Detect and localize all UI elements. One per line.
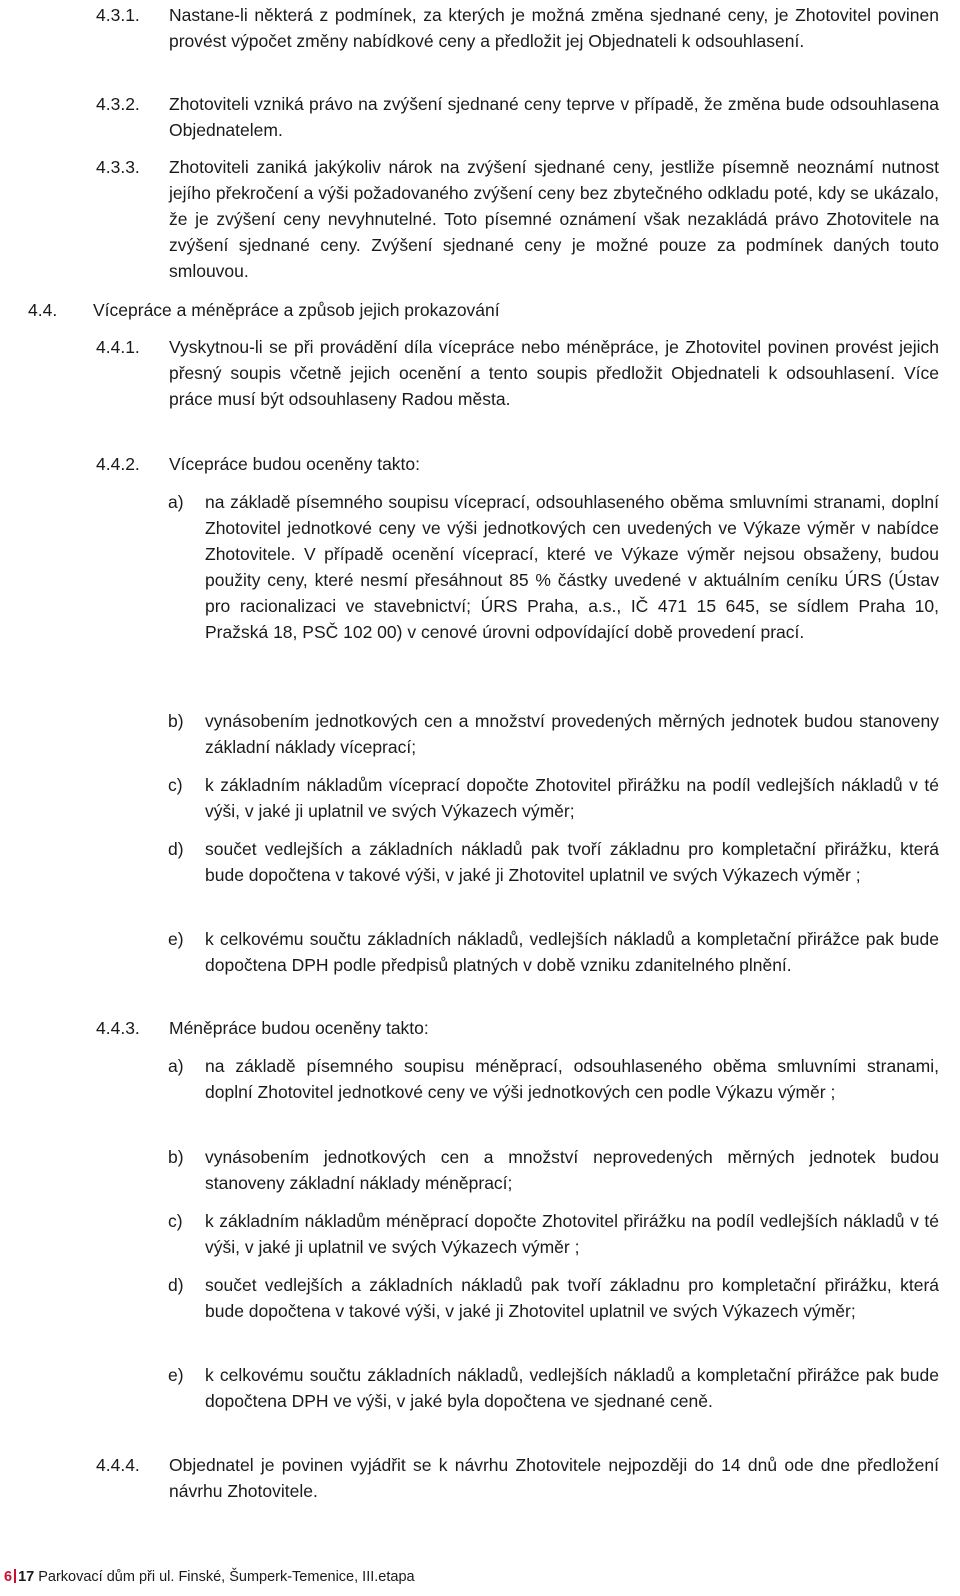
clause-4-4-1 [96,334,939,412]
list-item-443-a [168,1053,939,1105]
list-item-label: a) [168,1056,184,1076]
clause-text: Objednatel je povinen vyjádřit se k návrhu Zhotovitele nejpozději do 14 dnů ode dne předložení návrhu Zhotovitele. [169,1455,939,1501]
footer-document-title: Parkovací dům při ul. Finské, Šumperk-Temenice, III.etapa [38,1569,415,1585]
clause-number: 4.4.3. [96,1018,140,1038]
clause-text: Zhotoviteli vzniká právo na zvýšení sjednané ceny teprve v případě, že změna bude odsouhlasena Objednatelem. [169,94,939,140]
clause-4-4-4 [96,1452,939,1504]
page-total: 17 [18,1569,35,1585]
clause-number: 4.4.4. [96,1455,140,1475]
clause-number: 4.4.1. [96,337,140,357]
clause-text: Vícepráce budou oceněny takto: [169,454,421,474]
list-item-text: na základě písemného soupisu víceprací, odsouhlaseného oběma smluvními stranami, doplní Zhotovitel jednotkové ceny ve výši jednotkových cen uvedených ve Výkaze výměr v nabídce Zhotovitele. V případě ocenění víceprací, které ve Výkaze výměr nejsou obsaženy, budou použity ceny, které nesmí přesáhnout 85 % částky uvedené v aktuálním ceníku ÚRS (Ústav pro racionalizaci ve stavebnictví; ÚRS Praha, a.s., IČ 471 15 645, se sídlem Praha 10, Pražská 18, PSČ 102 00) v cenové úrovni odpovídající době provedení prací. [205,492,939,642]
clause-4-3-3 [96,154,939,284]
list-item-text: vynásobením jednotkových cen a množství neprovedených měrných jednotek budou stanoveny základní náklady méněprací; [205,1147,939,1193]
list-item-443-c [168,1208,939,1260]
section-heading-4-4 [28,297,939,323]
list-item-text: k základním nákladům víceprací dopočte Zhotovitel přirážku na podíl vedlejších nákladů v té výši, v jaké ji uplatnil ve svých Výkazech výměr; [205,775,939,821]
list-item-label: c) [168,775,183,795]
list-item-label: d) [168,1275,184,1295]
clause-text: Méněpráce budou oceněny takto: [169,1018,429,1038]
clause-number: 4.3.1. [96,5,140,25]
list-item-text: na základě písemného soupisu méněprací, odsouhlaseného oběma smluvními stranami, doplní Zhotovitel jednotkové ceny ve výši jednotkových cen podle Výkazu výměr ; [205,1056,939,1102]
section-number: 4.4. [28,300,58,320]
clause-4-4-2 [96,451,939,477]
list-item-442-e [168,926,939,978]
clause-text: Nastane-li některá z podmínek, za kterých je možná změna sjednané ceny, je Zhotovitel povinen provést výpočet změny nabídkové ceny a předložit jej Objednateli k odsouhlasení. [169,5,939,51]
section-title: Vícepráce a méněpráce a způsob jejich prokazování [93,300,500,320]
clause-text: Zhotoviteli zaniká jakýkoliv nárok na zvýšení sjednané ceny, jestliže písemně neoznámí nutnost jejího překročení a výši požadovaného zvýšení ceny bez zbytečného odkladu poté, kdy se ukázalo, že je zvýšení ceny nevyhnutelné. Toto písemné oznámení však nezakládá právo Zhotovitele na zvýšení sjednané ceny. Zvýšení sjednané ceny je možné pouze za podmínek daných touto smlouvou. [169,157,939,281]
list-item-label: b) [168,711,184,731]
clause-text: Vyskytnou-li se při provádění díla vícepráce nebo méněpráce, je Zhotovitel povinen provést jejich přesný soupis včetně jejich ocenění a tento soupis předložit Objednateli k odsouhlasení. Více práce musí být odsouhlaseny Radou města. [169,337,939,409]
list-item-label: d) [168,839,184,859]
clause-number: 4.3.2. [96,94,140,114]
list-item-text: k celkovému součtu základních nákladů, vedlejších nákladů a kompletační přirážce pak bude dopočtena DPH podle předpisů platných v době vzniku zdanitelného plnění. [205,929,939,975]
page-number: 6 [4,1569,13,1585]
list-item-text: k základním nákladům méněprací dopočte Zhotovitel přirážku na podíl vedlejších nákladů v té výši, v jaké ji uplatnil ve svých Výkazech výměr ; [205,1211,939,1257]
footer-divider [14,1569,16,1583]
list-item-label: b) [168,1147,184,1167]
list-item-label: a) [168,492,184,512]
list-item-442-c [168,772,939,824]
clause-4-3-1 [96,2,939,54]
list-item-443-b [168,1144,939,1196]
list-item-text: součet vedlejších a základních nákladů pak tvoří základnu pro kompletační přirážku, která bude dopočtena v takové výši, v jaké ji Zhotovitel uplatnil ve svých Výkazech výměr ; [205,839,939,885]
list-item-442-d [168,836,939,888]
list-item-442-b [168,708,939,760]
list-item-text: součet vedlejších a základních nákladů pak tvoří základnu pro kompletační přirážku, která bude dopočtena v takové výši, v jaké ji Zhotovitel uplatnil ve svých Výkazech výměr; [205,1275,939,1321]
list-item-443-e [168,1362,939,1414]
clause-number: 4.4.2. [96,454,140,474]
clause-number: 4.3.3. [96,157,140,177]
list-item-label: e) [168,1365,184,1385]
list-item-label: e) [168,929,184,949]
list-item-text: vynásobením jednotkových cen a množství provedených měrných jednotek budou stanoveny základní náklady víceprací; [205,711,939,757]
list-item-label: c) [168,1211,183,1231]
list-item-442-a [168,489,939,645]
clause-4-3-2 [96,91,939,143]
page-footer [4,1568,415,1586]
clause-4-4-3 [96,1015,939,1041]
list-item-443-d [168,1272,939,1324]
list-item-text: k celkovému součtu základních nákladů, vedlejších nákladů a kompletační přirážce pak bude dopočtena DPH ve výši, v jaké byla dopočtena ve sjednané ceně. [205,1365,939,1411]
